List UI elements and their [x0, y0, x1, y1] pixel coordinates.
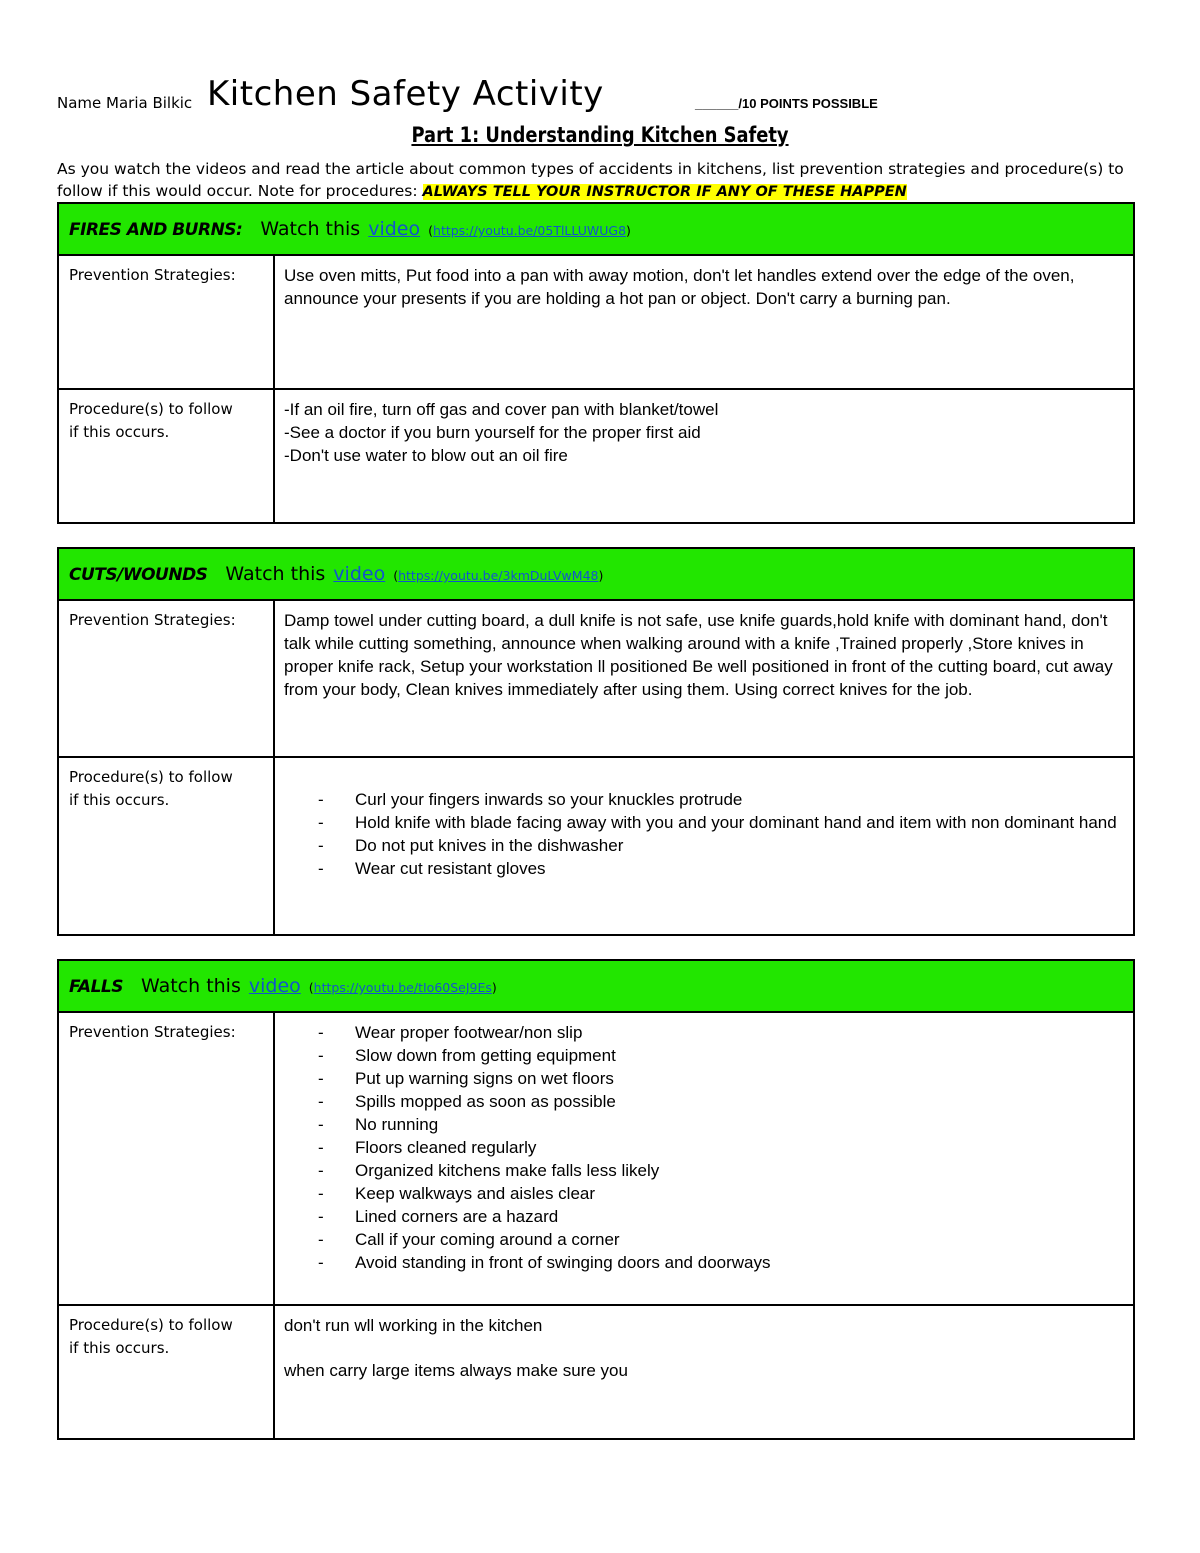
points-possible: ______/10 POINTS POSSIBLE	[695, 96, 878, 111]
procedure-text	[274, 1305, 1134, 1439]
prevention-label: Prevention Strategies:	[58, 1012, 274, 1305]
video-link[interactable]: video	[333, 563, 386, 585]
procedure-line: don't run wll working in the kitchen	[284, 1316, 543, 1335]
procedure-label: Procedure(s) to follow if this occurs.	[58, 389, 274, 523]
procedure-text	[274, 757, 1134, 935]
video-url-link[interactable]: https://youtu.be/05TlLLUWUG8	[433, 223, 627, 238]
list-item: - Avoid standing in front of swinging doors and doorways	[284, 1251, 1123, 1274]
section-label: CUTS/WOUNDS	[69, 565, 208, 585]
prevention-text	[274, 1012, 1134, 1305]
procedure-label: Procedure(s) to follow if this occurs.	[58, 757, 274, 935]
list-item: - Organized kitchens make falls less likely	[284, 1159, 1123, 1182]
part-title: Part 1: Understanding Kitchen Safety	[411, 123, 789, 147]
procedure-text	[274, 389, 1134, 523]
section-label: FIRES AND BURNS:	[69, 220, 243, 240]
video-link[interactable]: video	[248, 975, 301, 997]
procedure-line: -See a doctor if you burn yourself for the proper first aid	[284, 423, 701, 442]
instructions	[57, 158, 1147, 203]
list-item: - No running	[284, 1113, 1123, 1136]
list-item: - Call if your coming around a corner	[284, 1228, 1123, 1251]
list-item: - Slow down from getting equipment	[284, 1044, 1123, 1067]
section-header	[58, 960, 1134, 1012]
list-item: - Floors cleaned regularly	[284, 1136, 1123, 1159]
instructions-highlight: ALWAYS TELL YOUR INSTRUCTOR IF ANY OF THESE HAPPEN	[422, 184, 907, 200]
section-header	[58, 548, 1134, 600]
video-link[interactable]: video	[368, 218, 421, 240]
video-url-link[interactable]: https://youtu.be/tIo60SeJ9Es	[313, 980, 492, 995]
list-item: - Wear proper footwear/non slip	[284, 1021, 1123, 1044]
list-item: - Do not put knives in the dishwasher	[284, 834, 1123, 857]
prevention-text: Damp towel under cutting board, a dull knife is not safe, use knife guards,hold knife with dominant hand, don't talk while cutting something, announce when walking around with a knife ,Trained properly ,Store knives in proper knife rack, Setup your workstation ll positioned Be well positioned in front of the cutting board, cut away from your body, Clean knives immediately after using them. Using correct knives for the job.	[274, 600, 1134, 757]
instructions-text: As you watch the videos and read the article about common types of accidents in kitchens, list prevention strategies and procedure(s) to follow if this would occur. Note for procedures:	[57, 160, 1124, 200]
student-name: Name Maria Bilkic	[57, 94, 193, 112]
list-item: - Lined corners are a hazard	[284, 1205, 1123, 1228]
watch-text: Watch this	[225, 563, 326, 585]
list-item: - Put up warning signs on wet floors	[284, 1067, 1123, 1090]
list-item: - Curl your fingers inwards so your knuckles protrude	[284, 788, 1123, 811]
section-header	[58, 203, 1134, 255]
document-header	[57, 74, 1147, 124]
section-cuts-wounds	[57, 547, 1135, 936]
procedure-label: Procedure(s) to follow if this occurs.	[58, 1305, 274, 1439]
section-falls	[57, 959, 1135, 1440]
list-item: - Wear cut resistant gloves	[284, 857, 1123, 880]
watch-text: Watch this	[141, 975, 241, 997]
procedure-line: -If an oil fire, turn off gas and cover pan with blanket/towel	[284, 400, 719, 419]
prevention-label: Prevention Strategies:	[58, 600, 274, 757]
prevention-label: Prevention Strategies:	[58, 255, 274, 389]
prevention-text: Use oven mitts, Put food into a pan with away motion, don't let handles extend over the edge of the oven, announce your presents if you are holding a hot pan or object. Don't carry a burning pan.	[274, 255, 1134, 389]
video-url-link[interactable]: https://youtu.be/3kmDuLVwM48	[398, 568, 599, 583]
prevention-list	[284, 1021, 1123, 1274]
list-item: - Hold knife with blade facing away with you and your dominant hand and item with non dominant hand	[284, 811, 1123, 834]
list-item: - Spills mopped as soon as possible	[284, 1090, 1123, 1113]
procedure-list	[284, 788, 1123, 880]
document-title: Kitchen Safety Activity	[207, 74, 604, 114]
list-item: - Keep walkways and aisles clear	[284, 1182, 1123, 1205]
procedure-line: -Don't use water to blow out an oil fire	[284, 446, 568, 465]
section-label: FALLS	[69, 977, 123, 997]
url-wrapper: (https://youtu.be/05TlLLUWUG8)	[428, 223, 631, 238]
watch-text: Watch this	[260, 218, 361, 240]
url-wrapper: (https://youtu.be/tIo60SeJ9Es)	[308, 980, 497, 995]
section-fires-burns	[57, 202, 1135, 524]
url-wrapper: (https://youtu.be/3kmDuLVwM48)	[393, 568, 604, 583]
procedure-line: when carry large items always make sure you	[284, 1361, 628, 1380]
